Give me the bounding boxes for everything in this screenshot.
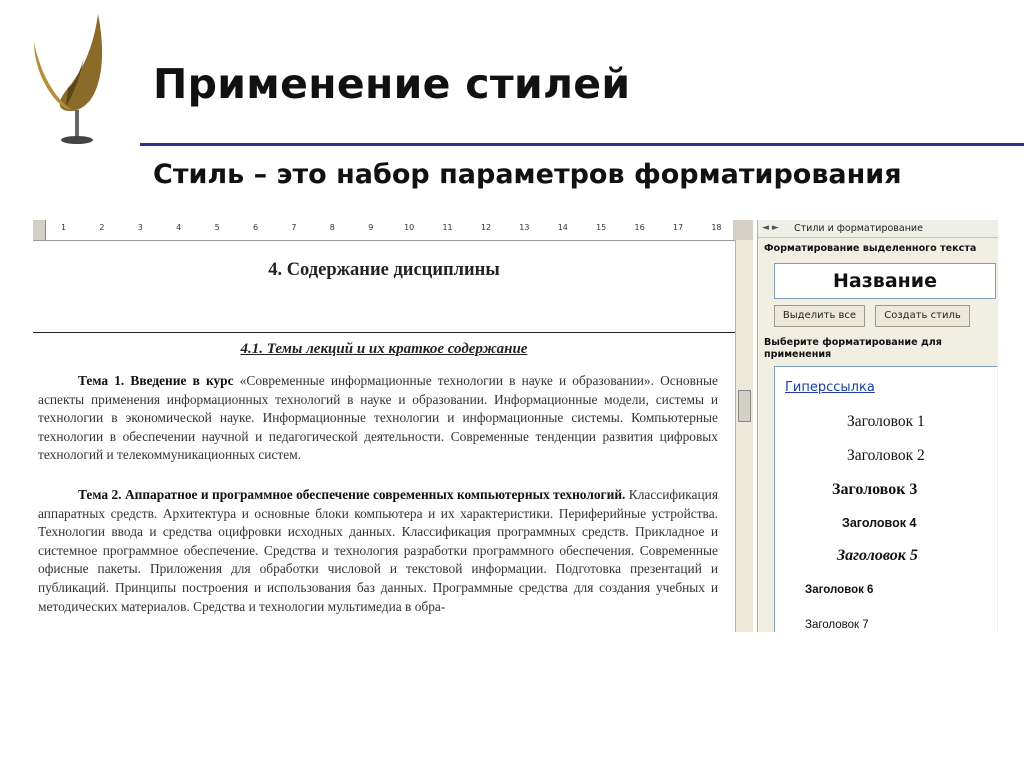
apply-format-label: Выберите форматирование для применения [764,337,942,360]
section-heading: 4. Содержание дисциплины [268,260,500,280]
current-style-box[interactable]: Название [774,263,996,299]
paragraph-topic-1 [38,372,718,465]
paragraph-text: Классификация аппаратных средств. Архитектура и основные блоки компьютера и их характеристики. Периферийные устройства. Технологии ввода и средства оцифровки исходных данных. Классификация программных средств. Прикладное и системное программное обеспечение. Средства и технология разработки программного обеспечения. Современные офисные пакеты. Приложения для обработки числовой и текстовой информации. Подготовка презентаций и публикаций. Принципы построения и использования баз данных. Программные средства для создания учебных и методических материалов. Средства и технологии мультимедиа в обра- [38,487,718,614]
paragraph-text: «Современные информационные технологии в науке и образовании». Основные аспекты применения информационных технологий в науке и образовании. Информационные модели, системы и технологии в экономической науке. Информационные технологии и информационные системы. Компьютерные технологии в обеспечении научной и педагогической деятельности. Современные тенденции развития цифровых технологий и телекоммуникационных систем. [38,373,718,463]
style-item-heading-7[interactable]: Заголовок 7 [805,619,869,631]
style-item-heading-6[interactable]: Заголовок 6 [805,584,874,596]
chalice-logo-icon [28,14,128,150]
style-item-heading-3[interactable]: Заголовок 3 [832,481,918,498]
style-item-hyperlink[interactable]: Гиперссылка [785,380,875,395]
style-item-heading-1[interactable]: Заголовок 1 [847,413,925,430]
horizontal-ruler[interactable] [33,220,753,241]
ruler-numbers: 1 2 3 4 5 6 7 8 9 10 11 12 13 14 15 16 17 18 [60,223,722,232]
ruler-end [733,220,753,240]
style-list [774,366,997,632]
slide-subtitle: Стиль – это набор параметров форматирования [153,159,902,190]
title-divider [140,143,1024,146]
style-item-heading-5[interactable]: Заголовок 5 [837,547,918,564]
section-divider [33,332,735,333]
document-window [33,220,753,632]
scroll-thumb[interactable] [738,390,751,422]
document-page[interactable] [33,240,735,632]
paragraph-lead: Тема 2. Аппаратное и программное обеспечение современных компьютерных технологий. [78,487,626,502]
pane-title: Стили и форматирование [794,223,923,234]
styles-formatting-pane [757,220,998,632]
vertical-scrollbar[interactable] [735,240,753,632]
slide-title: Применение стилей [153,60,631,108]
paragraph-topic-2 [38,486,718,616]
subsection-heading: 4.1. Темы лекций и их краткое содержание [240,341,528,357]
style-item-heading-2[interactable]: Заголовок 2 [847,447,925,464]
style-item-heading-4[interactable]: Заголовок 4 [842,516,917,530]
create-style-button[interactable]: Создать стиль [875,305,970,327]
paragraph-lead: Тема 1. Введение в курс [78,373,234,388]
select-all-button[interactable]: Выделить все [774,305,865,327]
selected-format-label: Форматирование выделенного текста [764,243,977,254]
pane-nav-arrows-icon[interactable]: ◄► [762,223,782,233]
pane-header [758,220,998,238]
